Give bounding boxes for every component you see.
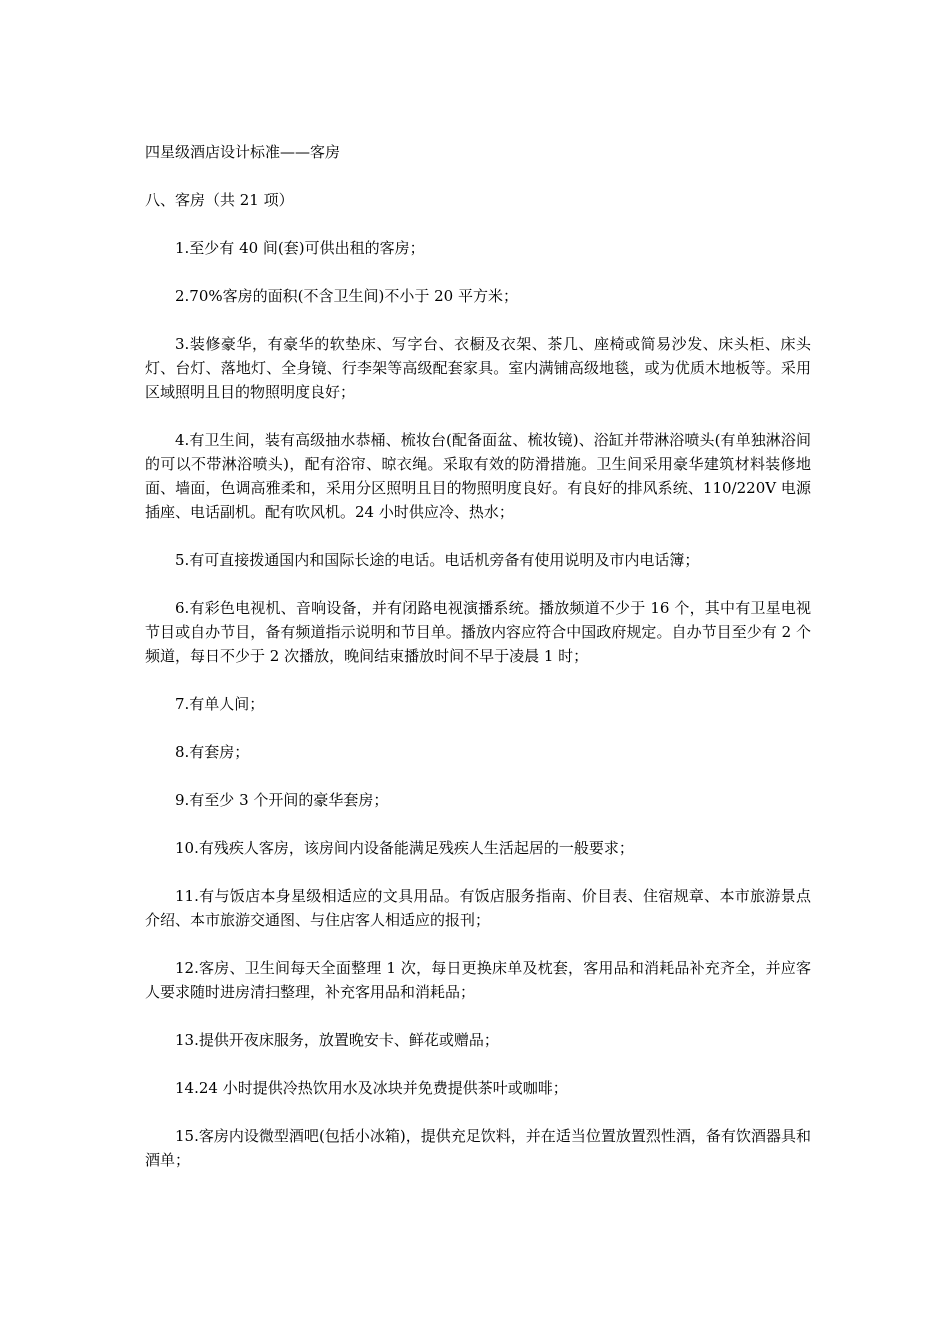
list-item: 12.客房、卫生间每天全面整理 1 次，每日更换床单及枕套，客用品和消耗品补充齐全，并应客人要求随时进房清扫整理，补充客用品和消耗品； <box>145 959 811 1001</box>
list-item: 15.客房内设微型酒吧(包括小冰箱)，提供充足饮料，并在适当位置放置烈性酒，备有饮酒器具和酒单； <box>145 1127 811 1169</box>
document-page <box>145 140 811 1196</box>
list-item: 8.有套房； <box>175 743 250 761</box>
list-item: 14.24 小时提供冷热饮用水及冰块并免费提供茶叶或咖啡； <box>175 1079 568 1097</box>
list-item: 13.提供开夜床服务，放置晚安卡、鲜花或赠品； <box>175 1031 499 1049</box>
list-item: 9.有至少 3 个开间的豪华套房； <box>175 791 389 809</box>
list-item: 5.有可直接拨通国内和国际长途的电话。电话机旁备有使用说明及市内电话簿； <box>175 551 700 569</box>
list-item: 4.有卫生间，装有高级抽水恭桶、梳妆台(配备面盆、梳妆镜)、浴缸并带淋浴喷头(有单独淋浴间的可以不带淋浴喷头)，配有浴帘、晾衣绳。采取有效的防滑措施。卫生间采用豪华建筑材料装修地面、墙面，色调高雅柔和，采用分区照明且目的物照明度良好。有良好的排风系统、110/220V 电源插座、电话副机。配有吹风机。24 小时供应冷、热水； <box>145 431 811 521</box>
document-title: 四星级酒店设计标准——客房 <box>145 143 341 161</box>
list-item: 3.装修豪华，有豪华的软垫床、写字台、衣橱及衣架、茶几、座椅或简易沙发、床头柜、床头灯、台灯、落地灯、全身镜、行李架等高级配套家具。室内满铺高级地毯，或为优质木地板等。采用区域照明且目的物照明度良好； <box>145 335 811 401</box>
list-item: 6.有彩色电视机、音响设备，并有闭路电视演播系统。播放频道不少于 16 个，其中有卫星电视节目或自办节目，备有频道指示说明和节目单。播放内容应符合中国政府规定。自办节目至少有 2 个频道，每日不少于 2 次播放，晚间结束播放时间不早于凌晨 1 时； <box>145 599 811 665</box>
list-item: 10.有残疾人客房，该房间内设备能满足残疾人生活起居的一般要求； <box>175 839 634 857</box>
list-item: 2.70%客房的面积(不含卫生间)不小于 20 平方米； <box>175 287 518 305</box>
item-list <box>145 236 811 1172</box>
list-item: 11.有与饭店本身星级相适应的文具用品。有饭店服务指南、价目表、住宿规章、本市旅游景点介绍、本市旅游交通图、与住店客人相适应的报刊； <box>145 887 811 929</box>
list-item: 7.有单人间； <box>175 695 265 713</box>
section-heading: 八、客房（共 21 项） <box>145 191 294 209</box>
list-item: 1.至少有 40 间(套)可供出租的客房； <box>175 239 425 257</box>
